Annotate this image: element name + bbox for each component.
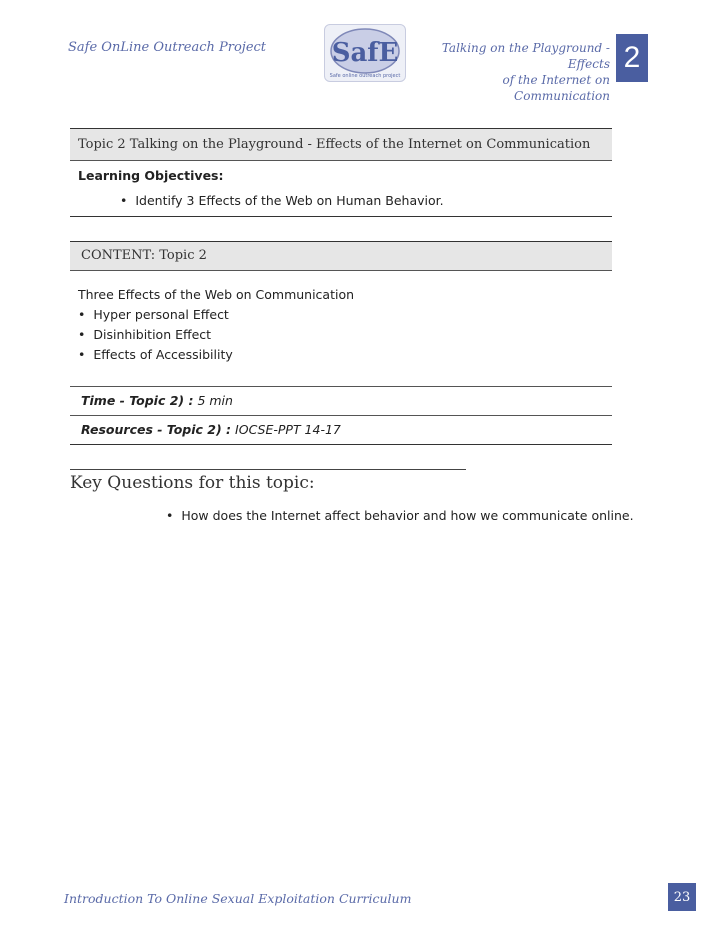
time-label: Time - Topic 2) :	[81, 393, 194, 408]
bullet-icon: •	[78, 307, 86, 322]
list-item-text: Disinhibition Effect	[93, 327, 212, 342]
content-panel	[70, 241, 612, 445]
chapter-number: 2	[616, 34, 648, 82]
learning-objectives	[70, 161, 612, 216]
logo-subtext: Safe online outreach project	[329, 73, 401, 79]
resources-row	[70, 416, 612, 444]
logo-graphic	[325, 25, 405, 81]
key-question-text: How does the Internet affect behavior and how we communicate online.	[181, 508, 634, 523]
bullet-icon: •	[78, 327, 86, 342]
bullet-icon: •	[78, 347, 86, 362]
resources-value: IOCSE-PPT 14-17	[235, 422, 341, 437]
chapter-title-line2: of the Internet on Communication	[502, 73, 610, 103]
topic-panel	[70, 128, 612, 217]
content-intro: Three Effects of the Web on Communication	[78, 287, 355, 302]
topic-title: Topic 2 Talking on the Playground - Effects of the Internet on Communication	[70, 129, 612, 161]
list-item	[78, 305, 612, 325]
project-logo	[324, 24, 406, 82]
chapter-title	[418, 40, 610, 104]
key-question-item	[166, 508, 634, 523]
time-row	[70, 387, 612, 416]
logo-text: SafE	[331, 38, 399, 68]
list-item	[78, 325, 612, 345]
list-item-text: Effects of Accessibility	[93, 347, 233, 362]
footer-curriculum: Introduction To Online Sexual Exploitation Curriculum	[64, 891, 412, 906]
project-name: Safe OnLine Outreach Project	[68, 40, 267, 55]
objective-text: Identify 3 Effects of the Web on Human Behavior.	[135, 193, 444, 208]
resources-label: Resources - Topic 2) :	[81, 422, 232, 437]
time-value: 5 min	[197, 393, 233, 408]
objective-item	[120, 193, 612, 208]
content-title: CONTENT: Topic 2	[70, 242, 612, 271]
page-number: 23	[668, 883, 696, 911]
content-body	[70, 271, 612, 387]
chapter-title-line1: Talking on the Playground - Effects	[441, 41, 610, 71]
list-item-text: Hyper personal Effect	[93, 307, 229, 322]
key-questions-title: Key Questions for this topic:	[70, 473, 315, 493]
objectives-label: Learning Objectives:	[78, 168, 224, 183]
bullet-icon: •	[166, 508, 174, 523]
divider	[70, 469, 466, 470]
bullet-icon: •	[120, 193, 128, 208]
list-item	[78, 345, 612, 365]
